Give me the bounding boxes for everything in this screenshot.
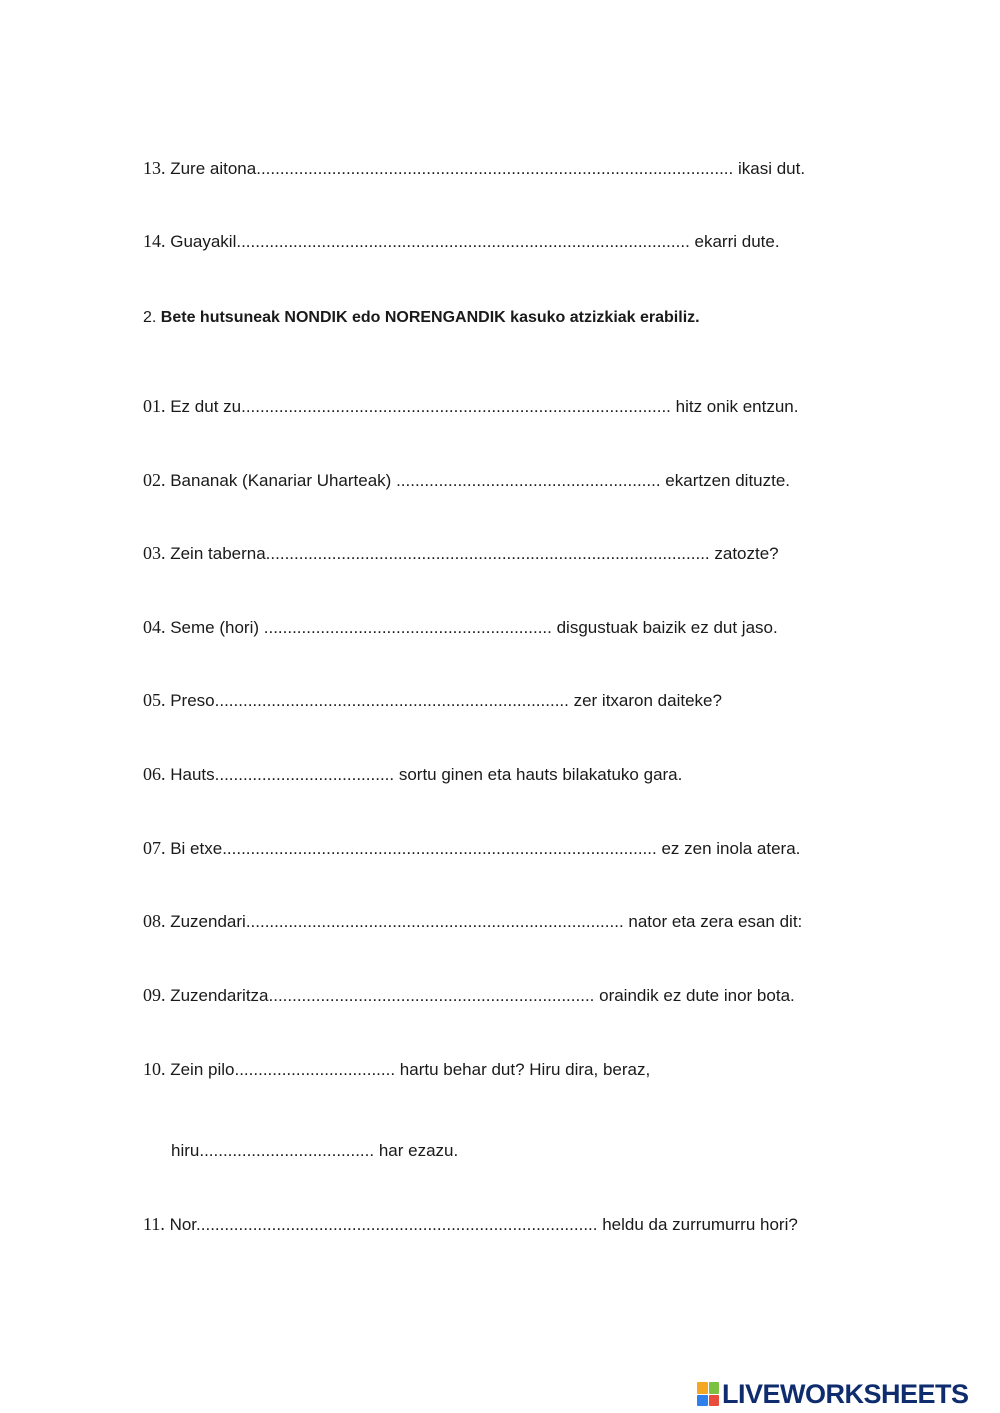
section-title: Bete hutsuneak NONDIK edo NORENGANDIK kasuko atzizkiak erabiliz. xyxy=(160,309,700,326)
item-text: Ez dut zu........................................................................................... hitz onik entzun. xyxy=(165,397,799,416)
item-text: Zuzendaritza..................................................................... oraindik ez dute inor bota. xyxy=(165,986,795,1005)
exercise-item-02 xyxy=(143,470,790,491)
item-number: 08. xyxy=(143,911,166,931)
logo-text: LIVEWORKSHEETS xyxy=(722,1378,969,1409)
item-number: 11. xyxy=(143,1214,165,1234)
item-number: 10. xyxy=(143,1059,166,1079)
item-number: 02. xyxy=(143,470,166,490)
exercise-item-01 xyxy=(143,396,798,417)
exercise-item-11 xyxy=(143,1214,798,1235)
item-text: Zein taberna.............................................................................................. zatozte? xyxy=(165,544,779,563)
item-text: Seme (hori) ............................................................. disgustuak baizik ez dut jaso. xyxy=(165,618,778,637)
item-number: 01. xyxy=(143,396,166,416)
liveworksheets-icon xyxy=(697,1382,719,1406)
item-text: Guayakil................................................................................................ ekarri dute. xyxy=(165,232,780,251)
section-number: 2. xyxy=(143,309,161,326)
exercise-item-03 xyxy=(143,543,779,564)
exercise-item-10-continuation xyxy=(171,1141,458,1161)
liveworksheets-logo xyxy=(697,1378,969,1410)
exercise-item-08 xyxy=(143,911,802,932)
item-number: 06. xyxy=(143,764,166,784)
item-text: Zein pilo.................................. hartu behar dut? Hiru dira, beraz, xyxy=(165,1060,651,1079)
exercise-item-10 xyxy=(143,1059,650,1080)
section-2-instruction xyxy=(143,308,700,328)
item-number: 04. xyxy=(143,617,166,637)
item-text: Preso........................................................................... zer itxaron daiteke? xyxy=(165,691,722,710)
item-text: Zure aitona..................................................................................................... ikasi dut. xyxy=(165,159,806,178)
item-text: Nor..................................................................................... heldu da zurrumurru hori? xyxy=(164,1215,798,1234)
item-text: Bi etxe............................................................................................ ez zen inola atera. xyxy=(165,839,801,858)
exercise-item-06 xyxy=(143,764,682,785)
exercise-item-07 xyxy=(143,838,800,859)
exercise-item-14 xyxy=(143,231,780,252)
exercise-item-09 xyxy=(143,985,795,1006)
item-text: Hauts...................................... sortu ginen eta hauts bilakatuko gara. xyxy=(165,765,683,784)
item-number: 07. xyxy=(143,838,166,858)
item-number: 13. xyxy=(143,158,166,178)
item-number: 09. xyxy=(143,985,166,1005)
item-text: hiru..................................... har ezazu. xyxy=(171,1141,459,1160)
exercise-item-13 xyxy=(143,158,805,179)
exercise-item-04 xyxy=(143,617,778,638)
item-number: 05. xyxy=(143,690,166,710)
item-text: Zuzendari................................................................................ nator eta zera esan dit: xyxy=(165,912,803,931)
exercise-item-05 xyxy=(143,690,722,711)
item-number: 03. xyxy=(143,543,166,563)
item-number: 14. xyxy=(143,231,166,251)
item-text: Bananak (Kanariar Uharteak) ........................................................ ekartzen dituzte. xyxy=(165,471,791,490)
